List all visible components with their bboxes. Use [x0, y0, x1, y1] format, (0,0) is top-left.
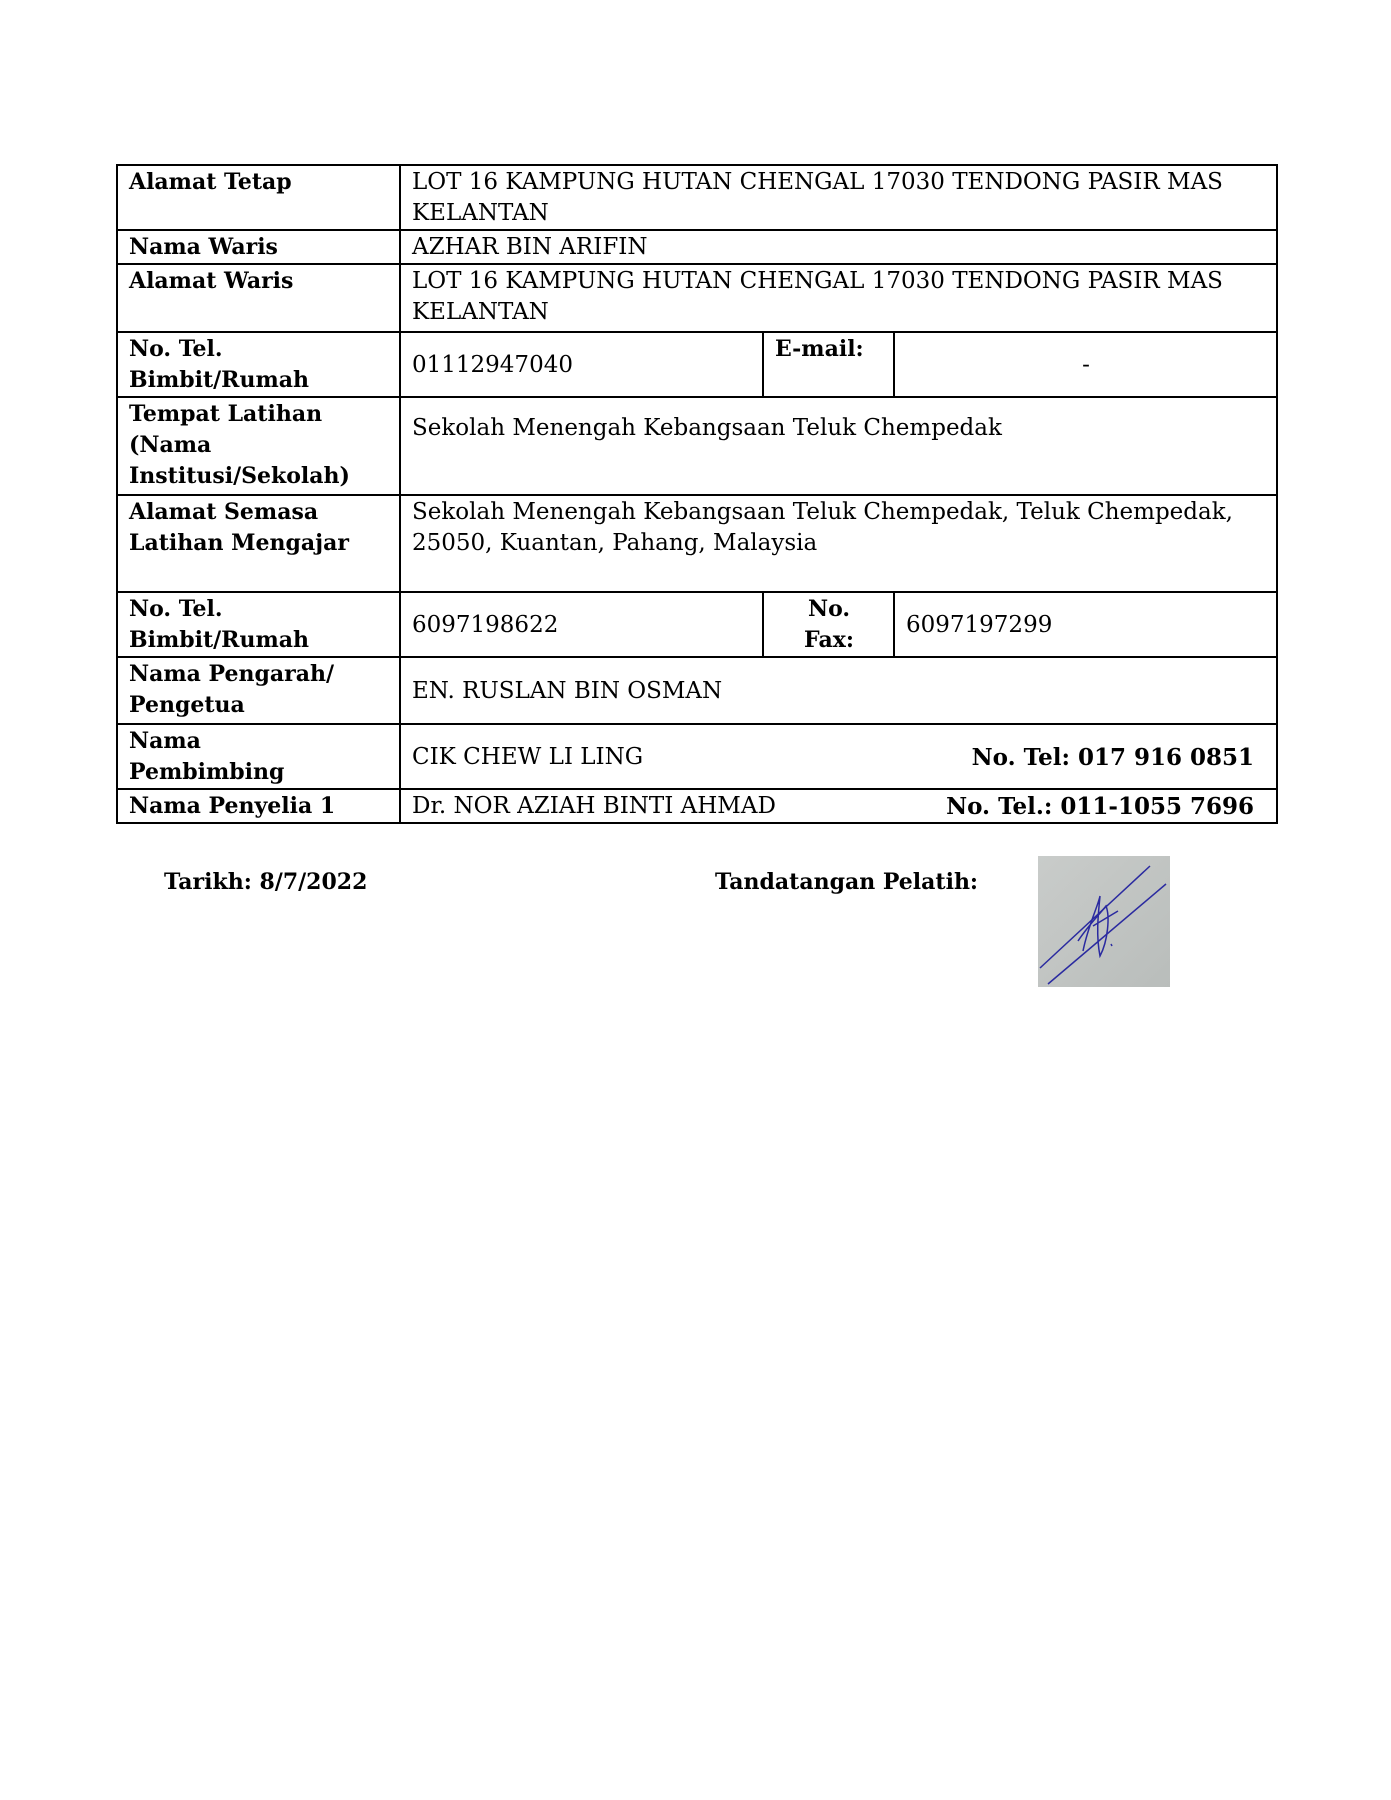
row-tempat-latihan — [117, 397, 1277, 495]
signature-image — [1038, 856, 1170, 987]
label-tel-sekolah — [117, 592, 400, 657]
row-penyelia — [117, 789, 1277, 823]
label-tel-pelatih — [117, 332, 400, 397]
label-nama-waris: Nama Waris — [117, 230, 400, 264]
value-email: - — [894, 332, 1277, 397]
label-line: Alamat Semasa — [129, 499, 319, 525]
label-tempat-latihan — [117, 397, 400, 495]
value-tempat-latihan: Sekolah Menengah Kebangsaan Teluk Chempedak — [400, 397, 1277, 495]
label-line: Tempat Latihan — [129, 401, 323, 427]
label-alamat-tetap: Alamat Tetap — [117, 165, 400, 230]
label-line: Pengetua — [129, 692, 245, 718]
row-tel-pelatih — [117, 332, 1277, 397]
value-tel-sekolah: 6097198622 — [400, 592, 763, 657]
label-alamat-waris: Alamat Waris — [117, 264, 400, 332]
label-pembimbing — [117, 724, 400, 789]
pembimbing-tel: No. Tel: 017 916 0851 — [971, 743, 1255, 771]
label-line: Nama Pengarah/ — [129, 661, 335, 687]
row-alamat-waris — [117, 264, 1277, 332]
value-pembimbing — [400, 724, 1277, 789]
label-line: Bimbit/Rumah — [129, 367, 309, 393]
value-alamat-tetap: LOT 16 KAMPUNG HUTAN CHENGAL 17030 TENDONG PASIR MAS KELANTAN — [400, 165, 1277, 230]
value-alamat-semasa: Sekolah Menengah Kebangsaan Teluk Chempedak, Teluk Chempedak, 25050, Kuantan, Pahang, Malaysia — [400, 495, 1277, 592]
label-line: Latihan Mengajar — [129, 530, 349, 556]
tarikh-date: Tarikh: 8/7/2022 — [164, 869, 368, 895]
row-alamat-tetap — [117, 165, 1277, 230]
label-line: Nama — [129, 728, 201, 754]
label-line: Institusi/Sekolah) — [129, 463, 350, 489]
label-pengarah — [117, 657, 400, 724]
row-tel-sekolah — [117, 592, 1277, 657]
label-email: E-mail: — [763, 332, 894, 397]
label-line: Pembimbing — [129, 759, 285, 785]
label-line: (Nama — [129, 432, 212, 458]
row-alamat-semasa — [117, 495, 1277, 592]
value-alamat-waris: LOT 16 KAMPUNG HUTAN CHENGAL 17030 TENDONG PASIR MAS KELANTAN — [400, 264, 1277, 332]
row-pembimbing — [117, 724, 1277, 789]
value-pengarah: EN. RUSLAN BIN OSMAN — [400, 657, 1277, 724]
signature-icon — [1038, 856, 1170, 987]
label-line: Bimbit/Rumah — [129, 627, 309, 653]
row-nama-waris — [117, 230, 1277, 264]
label-alamat-semasa — [117, 495, 400, 592]
value-fax: 6097197299 — [894, 592, 1277, 657]
label-penyelia: Nama Penyelia 1 — [117, 789, 400, 823]
value-tel-pelatih: 01112947040 — [400, 332, 763, 397]
label-line: No. Tel. — [129, 336, 223, 362]
penyelia-tel: No. Tel.: 011-1055 7696 — [946, 793, 1255, 820]
label-line: No. — [807, 596, 851, 622]
tandatangan-label: Tandatangan Pelatih: — [715, 869, 979, 895]
label-fax — [763, 592, 894, 657]
label-line: No. Tel. — [129, 596, 223, 622]
trainee-info-table — [116, 164, 1278, 824]
penyelia-name: Dr. NOR AZIAH BINTI AHMAD — [412, 793, 776, 819]
row-pengarah — [117, 657, 1277, 724]
value-nama-waris: AZHAR BIN ARIFIN — [400, 230, 1277, 264]
label-line: Fax: — [804, 627, 854, 653]
pembimbing-name: CIK CHEW LI LING — [412, 743, 644, 770]
value-penyelia — [400, 789, 1277, 823]
